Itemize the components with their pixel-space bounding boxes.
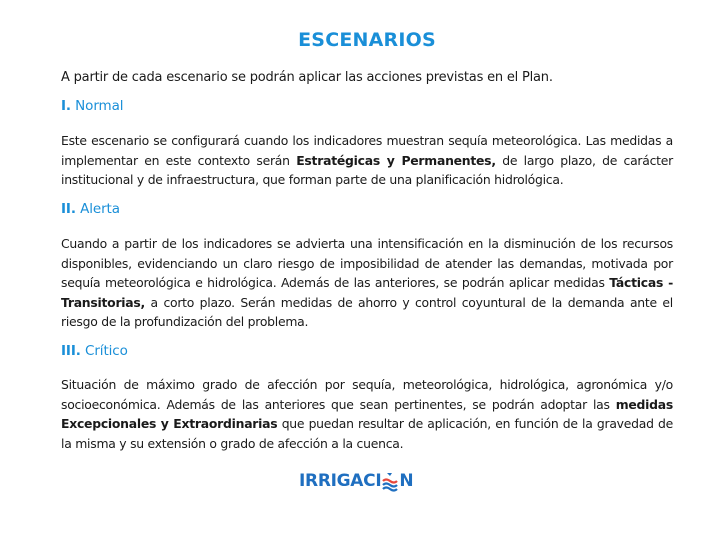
irrigacion-logo xyxy=(299,468,413,494)
section-number: III. xyxy=(61,343,81,359)
section-heading-normal xyxy=(61,98,123,114)
section-text-part: Situación de máximo grado de afección por sequía, meteorológica, hidrológica, agronómica y/o socioeconómica. Además de las anteriores que sean pertinentes, se podrán adoptar las xyxy=(61,377,673,412)
section-heading-critico xyxy=(61,343,128,359)
section-name: Normal xyxy=(75,98,124,114)
intro-text: A partir de cada escenario se podrán aplicar las acciones previstas en el Plan. xyxy=(61,70,553,85)
section-text-alerta xyxy=(61,234,673,332)
section-text-part: que puedan resultar de aplicación, en función de la gravedad de la misma y su extensión o grado de afección a la cuenca. xyxy=(61,416,673,451)
page-title: ESCENARIOS xyxy=(298,29,436,51)
logo-text-prefix: IRRIGACI xyxy=(299,471,382,491)
section-text-part: a corto plazo. Serán medidas de ahorro y control coyuntural de la demanda ante el riesgo de la profundización del problema. xyxy=(61,294,673,330)
section-heading-alerta xyxy=(61,201,120,217)
section-text-critico xyxy=(61,375,673,453)
section-text-bold: Estratégicas y Permanentes, xyxy=(296,152,496,168)
section-text-part: Cuando a partir de los indicadores se advierta una intensificación en la disminución de los recursos disponibles, evidenciando un claro riesgo de imposibilidad de atender las demandas, motivada por sequía meteorológica e hidrológica. Además de las anteriores, se podrán aplicar medidas xyxy=(61,236,673,291)
section-text-bold: Tácticas - Transitorias, xyxy=(61,275,673,310)
section-name: Alerta xyxy=(80,201,120,217)
section-number: II. xyxy=(61,201,76,217)
section-text-part: Este escenario se configurará cuando los indicadores muestran sequía meteorológica. Las medidas a implementar en este contexto serán xyxy=(61,133,673,168)
section-text-normal xyxy=(61,131,673,190)
logo-text-suffix: N xyxy=(399,471,414,491)
section-name: Crítico xyxy=(85,343,128,359)
section-number: I. xyxy=(61,98,71,114)
document-page xyxy=(61,0,673,540)
water-wave-icon xyxy=(382,472,398,490)
section-text-bold: medidas Excepcionales y Extraordinarias xyxy=(61,396,673,432)
section-text-part: de largo plazo, de carácter institucional y de infraestructura, que forman parte de una planificación hidrológica. xyxy=(61,152,674,188)
